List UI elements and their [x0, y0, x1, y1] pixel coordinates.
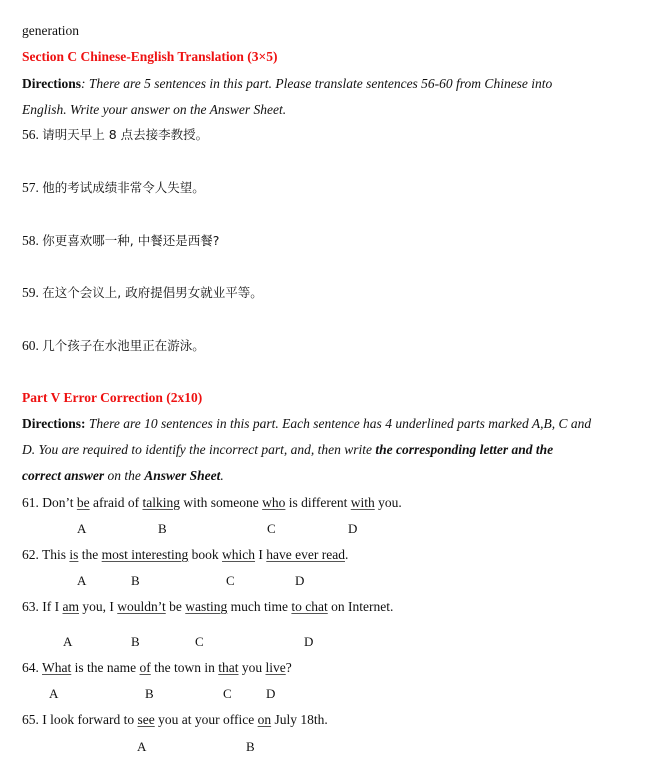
letter-a: A	[77, 573, 87, 588]
underlined-part-c: wasting	[185, 599, 228, 614]
item-number: 60.	[22, 338, 39, 353]
underlined-part-b: wouldn’t	[117, 599, 166, 614]
section-c-directions-line1	[22, 76, 552, 92]
item-number: 59.	[22, 285, 39, 300]
segment: the	[78, 547, 102, 562]
letter-a: A	[49, 686, 59, 701]
section-c-directions-line2: English. Write your answer on the Answer Sheet.	[22, 102, 287, 117]
item-number: 57.	[22, 180, 39, 195]
segment: be	[165, 599, 186, 614]
segment: .	[344, 547, 349, 562]
segment: you.	[374, 495, 402, 510]
letter-b: B	[246, 739, 255, 754]
item-text: 几个孩子在水池里正在游泳。	[42, 338, 205, 353]
underlined-part-b: of	[139, 660, 151, 675]
letter-d: D	[304, 634, 314, 649]
directions-label: Directions	[22, 76, 81, 91]
letter-d: D	[348, 521, 358, 536]
underlined-part-d: with	[350, 495, 375, 510]
letter-d: D	[266, 686, 276, 701]
directions-emphasis: correct answer	[22, 468, 105, 483]
letter-b: B	[131, 634, 140, 649]
item-text: 请明天早上 8 点去接李教授。	[42, 127, 209, 142]
part-v-directions-line2	[22, 442, 553, 458]
item-number: 58.	[22, 233, 39, 248]
underlined-part-d: have ever read	[266, 547, 345, 562]
letter-c: C	[267, 521, 276, 536]
error-item-64	[22, 660, 292, 676]
letter-a: A	[63, 634, 73, 649]
error-item-65	[22, 712, 328, 728]
segment: you, I	[79, 599, 118, 614]
segment: If I	[38, 599, 63, 614]
letter-a: A	[137, 739, 147, 754]
letter-b: B	[131, 573, 140, 588]
letter-c: C	[223, 686, 232, 701]
segment: on Internet.	[327, 599, 394, 614]
segment: Don’t	[38, 495, 77, 510]
item-number: 63.	[22, 599, 39, 614]
top-word: generation	[22, 23, 79, 38]
translation-item	[22, 338, 205, 354]
segment: I	[255, 547, 267, 562]
part-v-heading: Part V Error Correction (2x10)	[22, 390, 203, 405]
underlined-part-d: to chat	[291, 599, 328, 614]
letter-d: D	[295, 573, 305, 588]
directions-emphasis: the corresponding letter and the	[375, 442, 554, 457]
translation-item	[22, 233, 219, 249]
error-item-63	[22, 599, 393, 615]
underlined-part-a: be	[76, 495, 90, 510]
translation-item	[22, 180, 205, 196]
underlined-part-b: most interesting	[101, 547, 189, 562]
segment: afraid of	[89, 495, 143, 510]
segment: July 18th.	[271, 712, 328, 727]
segment: ?	[285, 660, 292, 675]
translation-item	[22, 285, 263, 301]
error-item-61	[22, 495, 402, 511]
letter-a: A	[77, 521, 87, 536]
item-number: 62.	[22, 547, 39, 562]
underlined-part-c: that	[218, 660, 239, 675]
item-number: 64.	[22, 660, 39, 675]
segment: you at your office	[154, 712, 258, 727]
error-item-62	[22, 547, 348, 563]
directions-text: on the	[104, 468, 145, 483]
section-c-heading: Section C Chinese-English Translation (3×5)	[22, 49, 278, 64]
item-text: 你更喜欢哪一种, 中餐还是西餐?	[42, 233, 220, 248]
directions-text: D. You are required to identify the incorrect part, and, then write	[22, 442, 376, 457]
directions-text: There are 5 sentences in this part. Please translate sentences 56-60 from Chinese into	[88, 76, 553, 91]
item-number: 65.	[22, 712, 39, 727]
segment: is the name	[71, 660, 140, 675]
directions-text: There are 10 sentences in this part. Each sentence has 4 underlined parts marked A,B, C and	[88, 416, 592, 431]
letter-b: B	[158, 521, 167, 536]
directions-sep: :	[81, 76, 89, 91]
directions-text: .	[220, 468, 224, 483]
translation-item	[22, 127, 208, 143]
segment: This	[38, 547, 70, 562]
part-v-directions-line1	[22, 416, 591, 432]
segment: I look forward to	[38, 712, 138, 727]
letter-b: B	[145, 686, 154, 701]
directions-label: Directions:	[22, 416, 86, 431]
item-text: 他的考试成绩非常令人失望。	[42, 180, 205, 195]
underlined-part-a: What	[42, 660, 72, 675]
segment: with someone	[180, 495, 263, 510]
underlined-part-b: on	[257, 712, 272, 727]
segment: the town in	[150, 660, 219, 675]
underlined-part-c: who	[262, 495, 286, 510]
directions-emphasis: Answer Sheet	[144, 468, 221, 483]
item-number: 56.	[22, 127, 39, 142]
segment: book	[188, 547, 223, 562]
underlined-part-a: is	[69, 547, 79, 562]
letter-c: C	[226, 573, 235, 588]
item-number: 61.	[22, 495, 39, 510]
underlined-part-a: see	[137, 712, 155, 727]
part-v-directions-line3	[22, 468, 224, 484]
underlined-part-a: am	[62, 599, 79, 614]
segment: much time	[227, 599, 292, 614]
segment: is different	[285, 495, 351, 510]
underlined-part-d: live	[265, 660, 286, 675]
underlined-part-b: talking	[142, 495, 180, 510]
segment: you	[238, 660, 266, 675]
item-text: 在这个会议上, 政府提倡男女就业平等。	[42, 285, 263, 300]
underlined-part-c: which	[222, 547, 256, 562]
letter-c: C	[195, 634, 204, 649]
